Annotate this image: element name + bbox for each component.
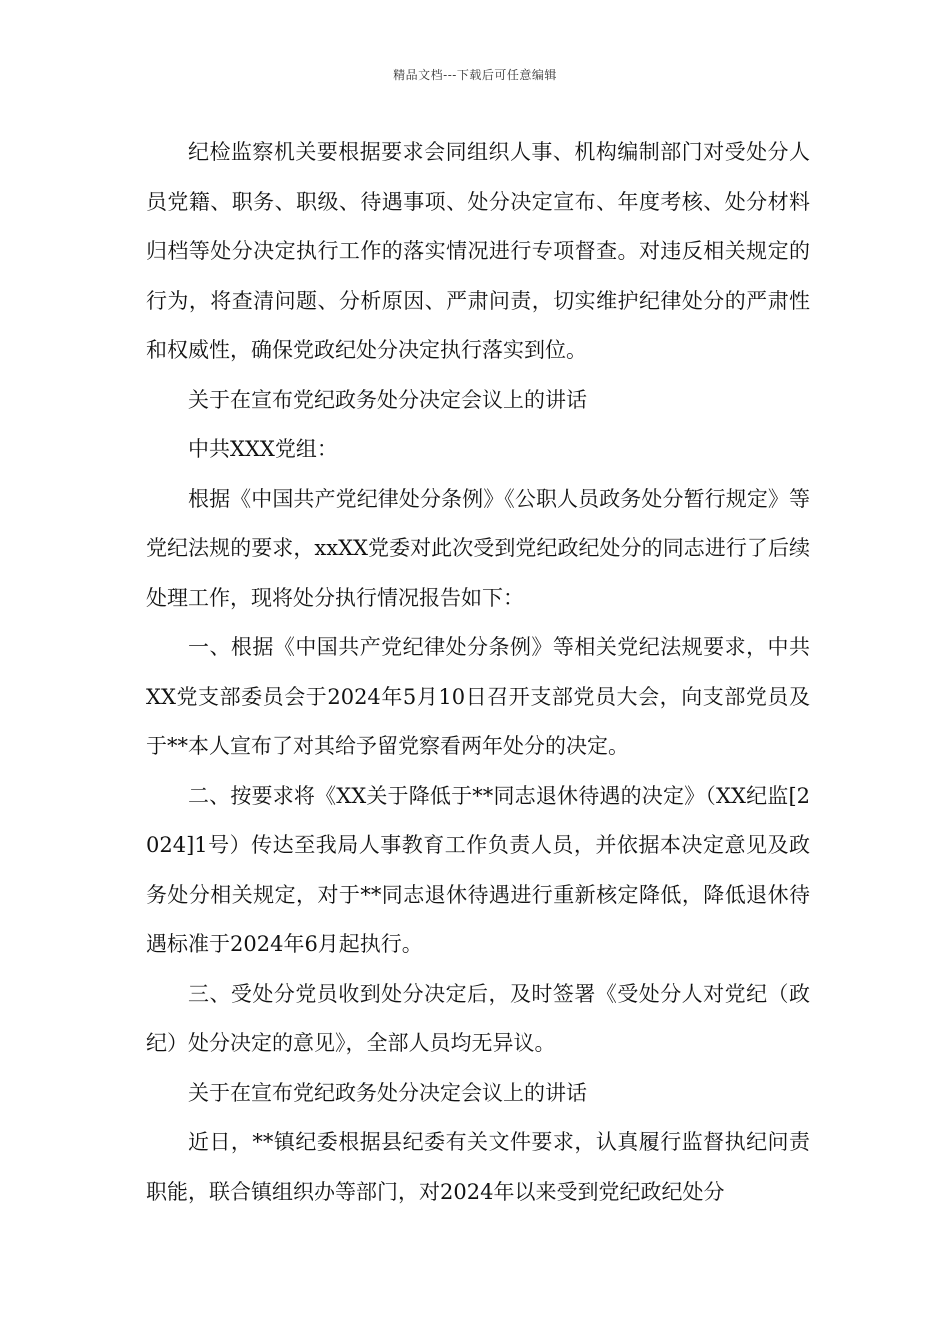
section-heading-speech-2: 关于在宣布党纪政务处分决定会议上的讲话 [188, 1080, 587, 1105]
paragraph-item-two: 二、按要求将《XX关于降低于**同志退休待遇的决定》（XX纪监[2024]1号）传达至我局人事教育工作负责人员，并依据本决定意见及政务处分相关规定，对于**同志退休待遇进行重新核定降低，降低退休待遇标准于2024年6月起执行。 [146, 783, 810, 956]
paragraph-item-one: 一、根据《中国共产党纪律处分条例》等相关党纪法规要求，中共XX党支部委员会于2024年5月10日召开支部党员大会，向支部党员及于**本人宣布了对其给予留党察看两年处分的决定。 [146, 635, 810, 758]
paragraph-recent: 近日，**镇纪委根据县纪委有关文件要求，认真履行监督执纪问责职能，联合镇组织办等部门，对2024年以来受到党纪政纪处分 [146, 1130, 810, 1204]
paragraph-supervision: 纪检监察机关要根据要求会同组织人事、机构编制部门对受处分人员党籍、职务、职级、待遇事项、处分决定宣布、年度考核、处分材料归档等处分决定执行工作的落实情况进行专项督查。对违反相关规定的行为，将查清问题、分析原因、严肃问责，切实维护纪律处分的严肃性和权威性，确保党政纪处分决定执行落实到位。 [146, 140, 810, 362]
paragraph-item-three: 三、受处分党员收到处分决定后，及时签署《受处分人对党纪（政纪）处分决定的意见》，全部人员均无异议。 [146, 981, 810, 1055]
salutation: 中共XXX党组： [188, 437, 338, 461]
paragraph-report-intro: 根据《中国共产党纪律处分条例》《公职人员政务处分暂行规定》等党纪法规的要求，xxXX党委对此次受到党纪政纪处分的同志进行了后续处理工作，现将处分执行情况报告如下： [146, 486, 810, 610]
document-body [146, 128, 810, 1217]
section-heading-speech: 关于在宣布党纪政务处分决定会议上的讲话 [188, 387, 587, 412]
page-header: 精品文档---下载后可任意编辑 [393, 68, 557, 82]
